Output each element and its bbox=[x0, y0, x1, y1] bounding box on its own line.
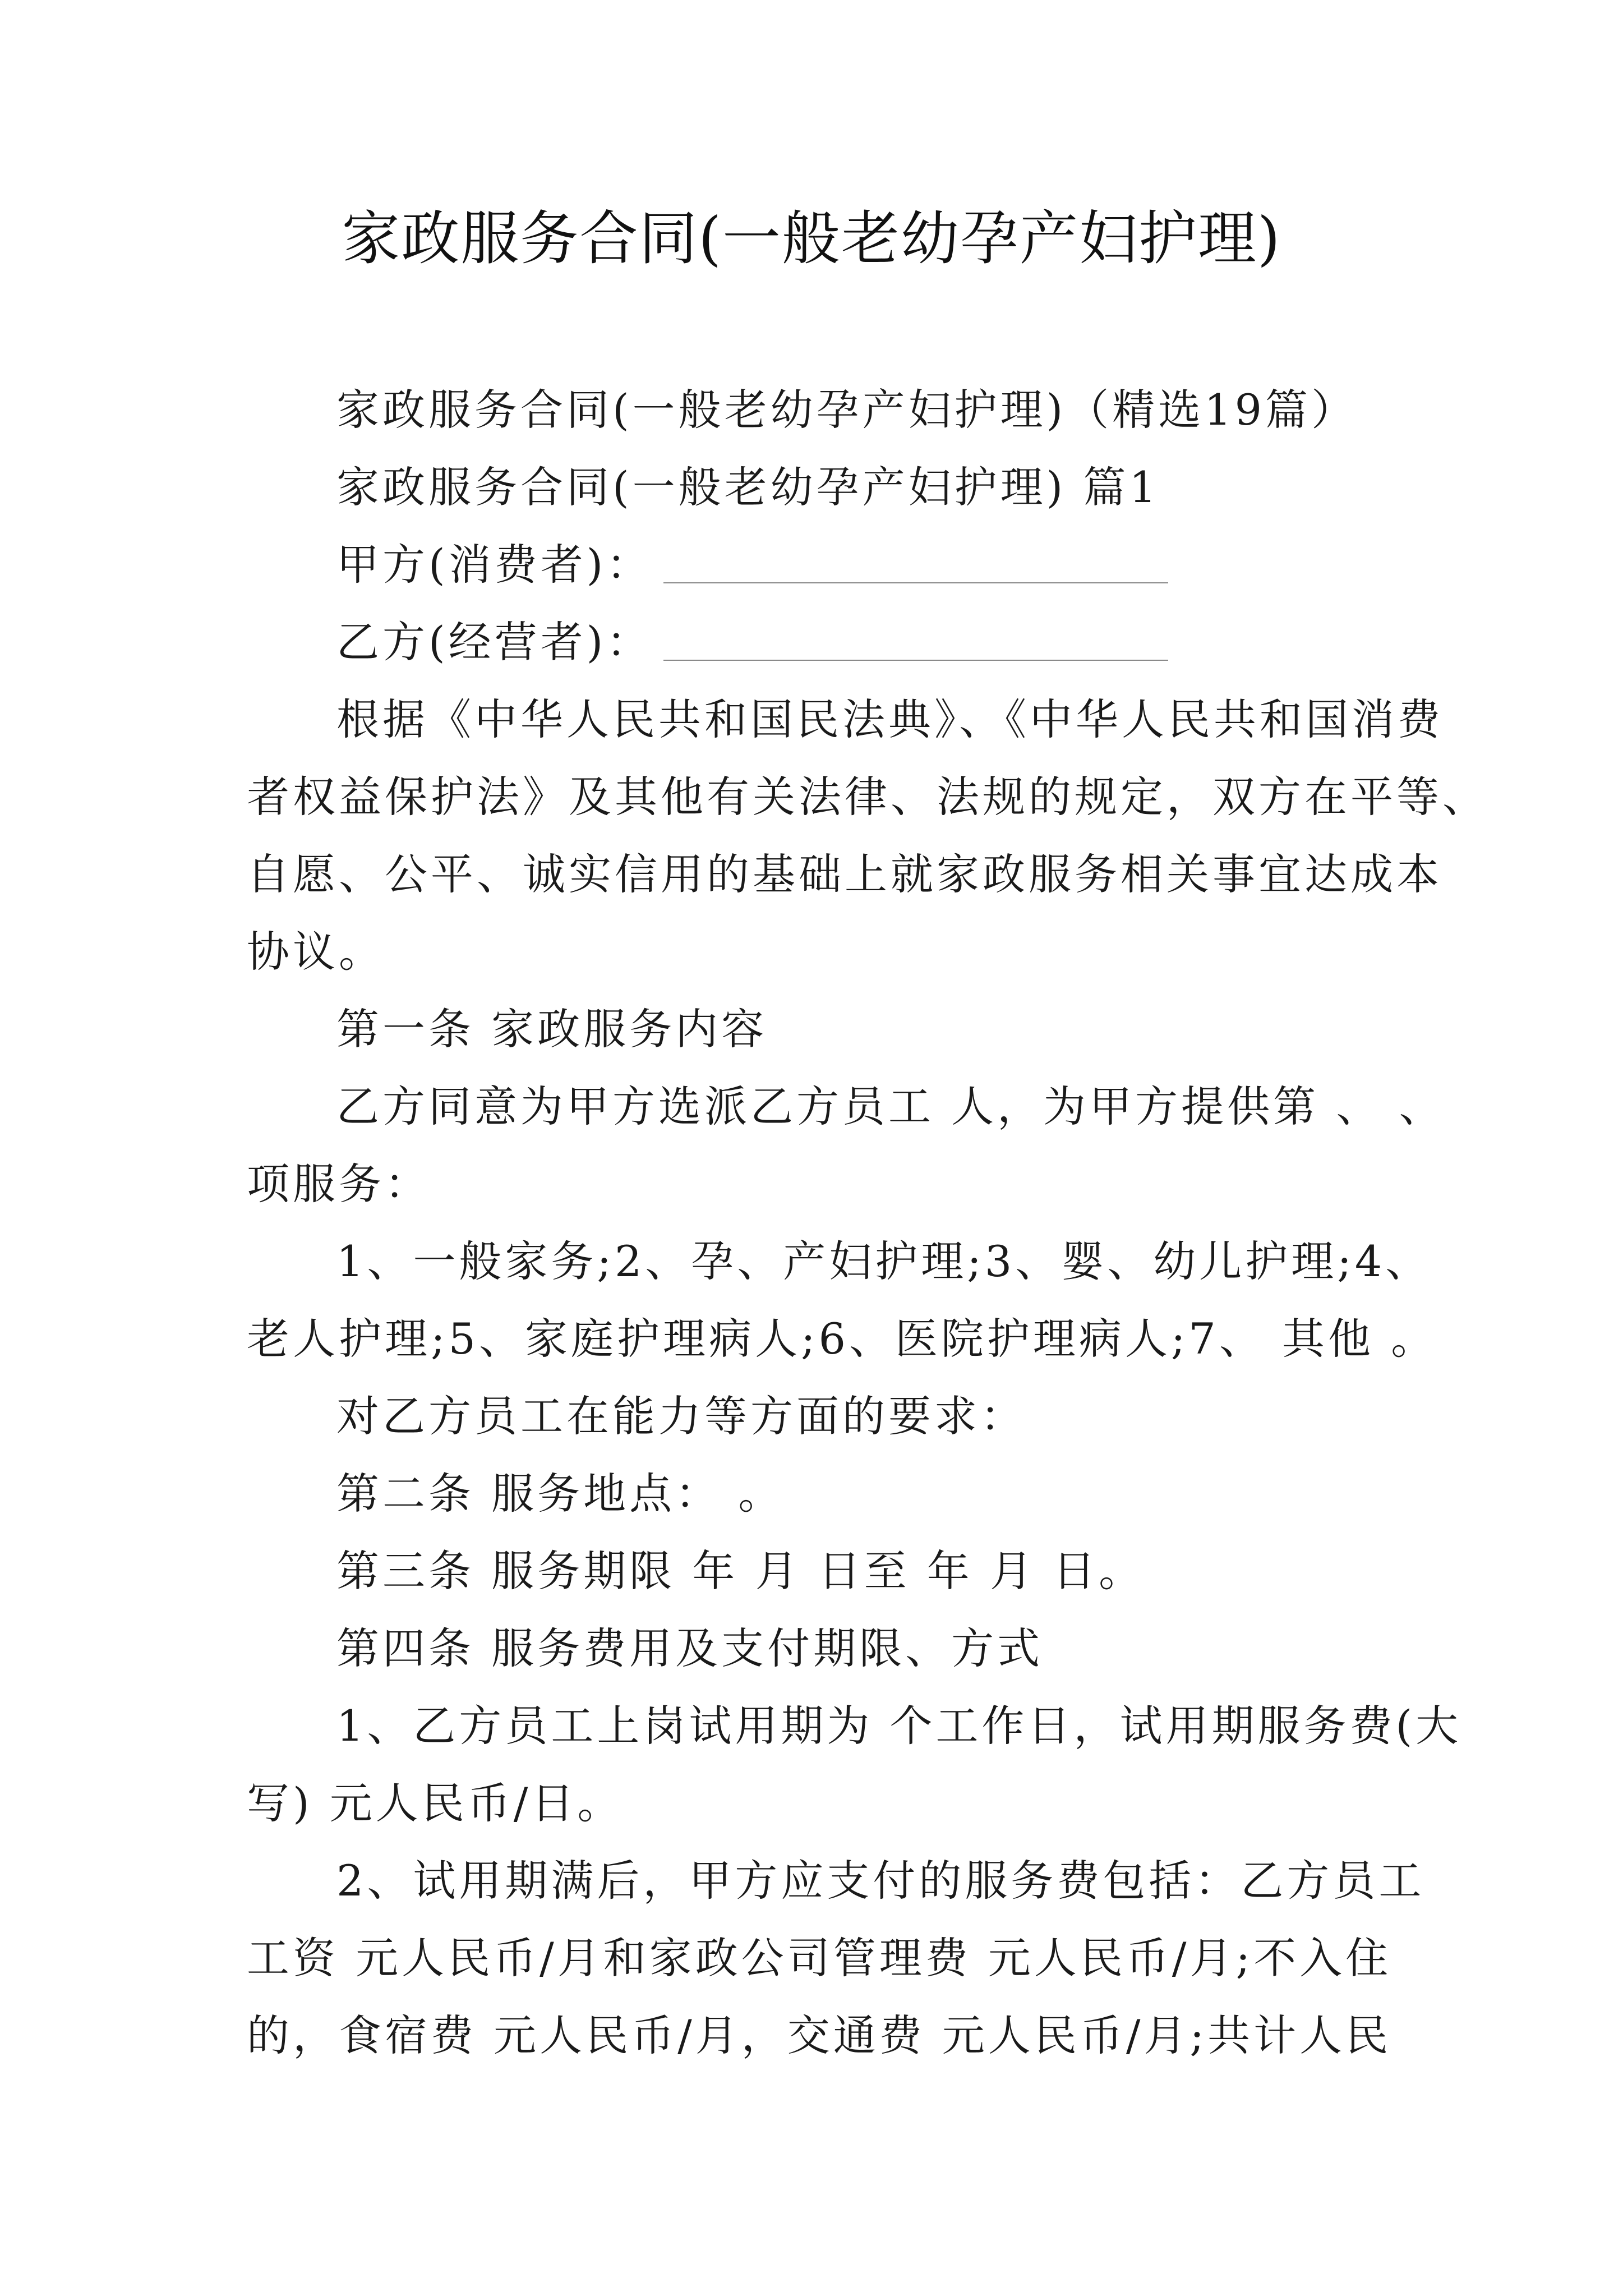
text-line bbox=[247, 681, 1444, 758]
text-line-content: 项服务： bbox=[247, 1159, 431, 1209]
text-line-content: 甲方(消费者)： bbox=[336, 540, 653, 590]
text-line-content: 第二条 服务地点： 。 bbox=[336, 1469, 785, 1519]
text-line bbox=[247, 449, 1413, 526]
text-line bbox=[247, 758, 1488, 836]
text-line bbox=[247, 1997, 1413, 2074]
text-line bbox=[247, 1068, 1445, 1145]
text-line bbox=[247, 836, 1442, 913]
text-line-content: 自愿、公平、诚实信用的基础上就家政服务相关事宜达成本 bbox=[247, 849, 1442, 899]
text-line bbox=[247, 1842, 1425, 1920]
text-line bbox=[247, 371, 1413, 449]
text-line bbox=[247, 1765, 1413, 1842]
text-line-content: 乙方同意为甲方选派乙方员工 人，为甲方提供第 、 、 bbox=[336, 1082, 1445, 1131]
text-line bbox=[247, 1533, 1413, 1610]
text-line bbox=[247, 1145, 1413, 1223]
text-line-content: 2、试用期满后，甲方应支付的服务费包括：乙方员工 bbox=[336, 1856, 1425, 1906]
text-line-content: 根据《中华人民共和国民法典》、《中华人民共和国消费 bbox=[336, 694, 1444, 744]
document-title: 家政服务合同(一般老幼孕产妇护理) bbox=[342, 204, 1281, 273]
text-line-content: 1、乙方员工上岗试用期为 个工作日，试用期服务费(大 bbox=[336, 1701, 1462, 1751]
fill-in-blank bbox=[663, 660, 1168, 661]
text-line-content: 1、一般家务;2、孕、产妇护理;3、婴、幼儿护理;4、 bbox=[336, 1236, 1432, 1286]
document-body bbox=[247, 371, 1488, 2074]
text-line-content: 第一条 家政服务内容 bbox=[336, 1004, 768, 1054]
text-line-content: 第四条 服务费用及支付期限、方式 bbox=[336, 1623, 1044, 1673]
text-line bbox=[247, 1920, 1413, 1997]
text-line bbox=[247, 1300, 1437, 1378]
text-line bbox=[247, 1455, 1413, 1533]
text-line-content: 老人护理;5、家庭护理病人;6、医院护理病人;7、 其他 。 bbox=[247, 1314, 1437, 1364]
text-line-content: 工资 元人民币/月和家政公司管理费 元人民币/月;不入住 bbox=[247, 1933, 1392, 1983]
text-line-content: 写) 元人民币/日。 bbox=[247, 1778, 624, 1828]
text-line-content: 协议。 bbox=[247, 927, 385, 977]
text-line bbox=[247, 991, 1413, 1068]
text-line bbox=[247, 913, 1413, 991]
text-line-content: 第三条 服务期限 年 月 日至 年 月 日。 bbox=[336, 1546, 1145, 1596]
text-line-content: 者权益保护法》及其他有关法律、法规的规定，双方在平等、 bbox=[247, 772, 1488, 822]
text-line bbox=[247, 526, 1413, 604]
text-line bbox=[247, 1610, 1413, 1687]
text-line-content: 的，食宿费 元人民币/月，交通费 元人民币/月;共计人民 bbox=[247, 2010, 1392, 2060]
text-line bbox=[247, 1378, 1413, 1455]
text-line bbox=[247, 604, 1413, 681]
text-line-content: 家政服务合同(一般老幼孕产妇护理) 篇1 bbox=[336, 462, 1160, 512]
text-line bbox=[247, 1223, 1432, 1300]
text-line-content: 对乙方员工在能力等方面的要求： bbox=[336, 1391, 1026, 1441]
text-line-content: 家政服务合同(一般老幼孕产妇护理)（精选19篇） bbox=[336, 385, 1358, 435]
fill-in-blank bbox=[663, 582, 1168, 583]
text-line bbox=[247, 1687, 1462, 1765]
text-line-content: 乙方(经营者)： bbox=[336, 617, 653, 667]
